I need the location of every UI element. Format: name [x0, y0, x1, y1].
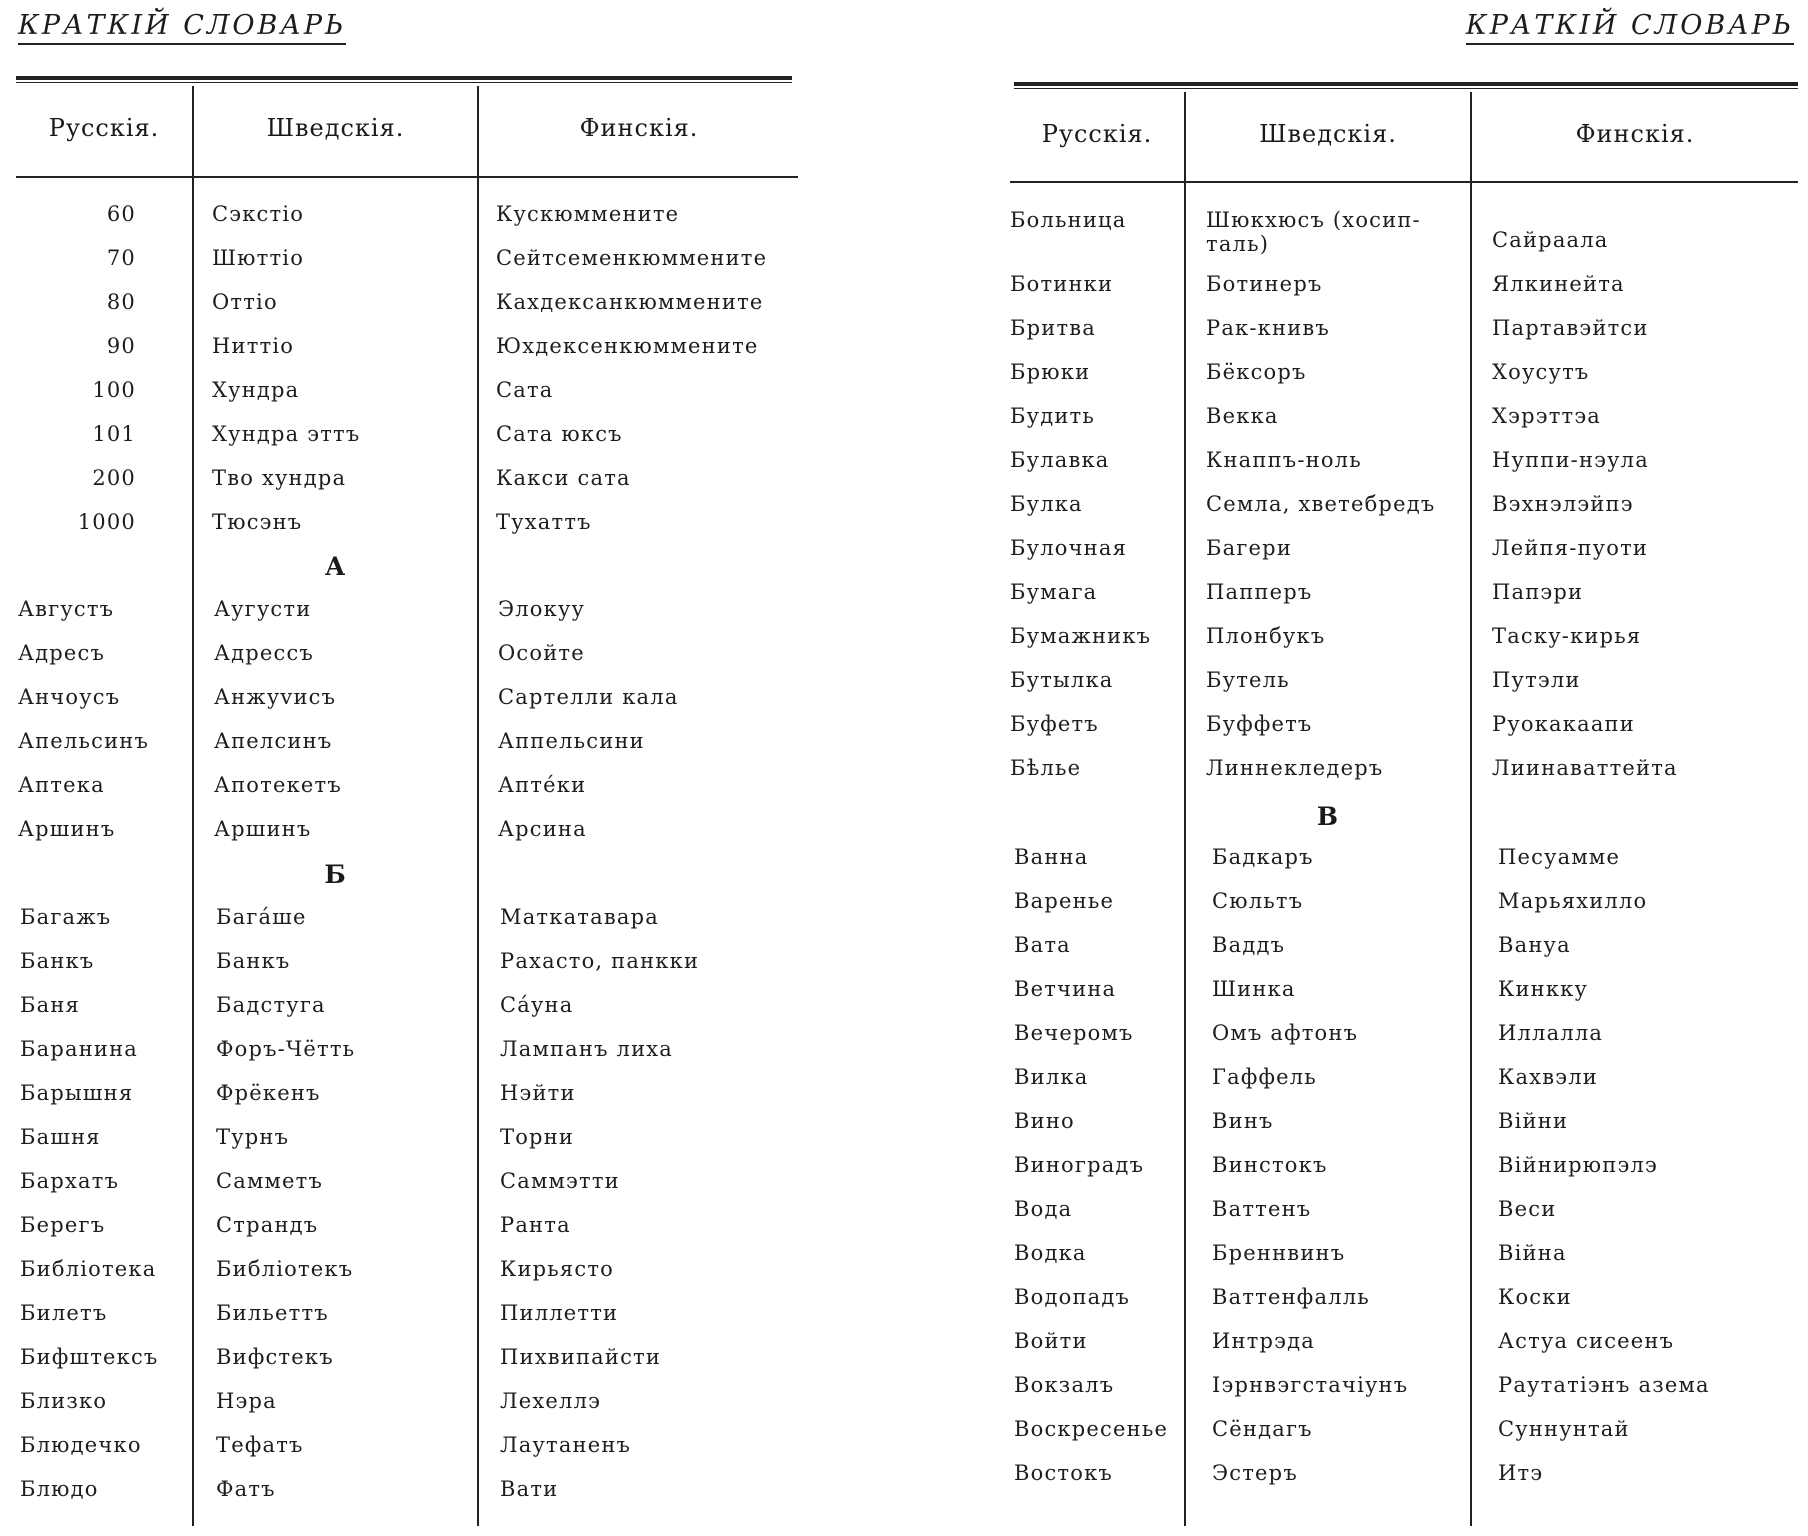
swedish-cell: Сюльтъ: [1212, 889, 1304, 913]
finnish-cell: Руокакаапи: [1492, 712, 1635, 736]
finnish-cell: Кахдексанкюммените: [496, 290, 764, 314]
table-row: [0, 1257, 800, 1301]
col-header-russian: Русскія.: [1041, 120, 1153, 148]
swedish-cell: Буффетъ: [1206, 712, 1313, 736]
finnish-cell: Сáуна: [500, 993, 574, 1017]
table-row: [1000, 1373, 1808, 1417]
swedish-cell: Хундра эттъ: [212, 422, 361, 446]
swedish-cell: Бадстуга: [216, 993, 326, 1017]
russian-cell: Булочная: [1010, 536, 1128, 560]
russian-cell: Апельсинъ: [18, 729, 150, 753]
finnish-cell: Саммэтти: [500, 1169, 620, 1193]
russian-cell: Берегъ: [20, 1213, 106, 1237]
russian-cell: Аптека: [18, 773, 105, 797]
russian-cell: Больница: [1010, 208, 1127, 232]
swedish-cell: Фрёкенъ: [216, 1081, 321, 1105]
swedish-cell: Аршинъ: [214, 817, 312, 841]
swedish-cell: Омъ афтонъ: [1212, 1021, 1359, 1045]
russian-cell: Близко: [20, 1389, 108, 1413]
finnish-cell: Війна: [1498, 1241, 1567, 1265]
swedish-cell: Анжуvисъ: [214, 685, 337, 709]
table-row: [1000, 933, 1808, 977]
table-row: [0, 1345, 800, 1389]
finnish-cell: Ранта: [500, 1213, 571, 1237]
col-header-finnish: Финскія.: [1575, 120, 1695, 148]
swedish-cell: Сэкстіо: [212, 202, 305, 226]
swedish-cell: Ваттенфалль: [1212, 1285, 1370, 1309]
finnish-cell: Сата: [496, 378, 554, 402]
finnish-cell: Иллалла: [1498, 1021, 1604, 1045]
finnish-cell: Лампанъ лиха: [500, 1037, 674, 1061]
table-row: [1000, 316, 1808, 360]
russian-cell: 90: [106, 334, 136, 358]
swedish-cell: Шинка: [1212, 977, 1296, 1001]
swedish-cell: Апелсинъ: [214, 729, 333, 753]
finnish-cell: Осойте: [498, 641, 585, 665]
swedish-cell: Интрэда: [1212, 1329, 1315, 1353]
russian-cell: Ванна: [1014, 845, 1089, 869]
swedish-cell: Оттіо: [212, 290, 278, 314]
finnish-cell: Пиллетти: [500, 1301, 619, 1325]
table-row: [0, 993, 800, 1037]
finnish-cell: Сата юксъ: [496, 422, 623, 446]
russian-cell: 100: [92, 378, 136, 402]
russian-cell: Бритва: [1010, 316, 1097, 340]
section-letter-b: Б: [324, 860, 347, 889]
swedish-cell: Багáше: [216, 905, 307, 929]
swedish-cell: Банкъ: [216, 949, 291, 973]
header-rule-bottom: [1010, 181, 1798, 183]
swedish-cell: Ботинеръ: [1206, 272, 1323, 296]
russian-cell: Востокъ: [1014, 1461, 1113, 1485]
finnish-cell: Коски: [1498, 1285, 1572, 1309]
swedish-cell: Апотекетъ: [214, 773, 342, 797]
swedish-cell: Турнъ: [216, 1125, 290, 1149]
table-row: [0, 905, 800, 949]
finnish-cell: Сартелли кала: [498, 685, 679, 709]
finnish-cell: Нэйти: [500, 1081, 576, 1105]
header-rule-top: [16, 76, 792, 80]
table-row: [1000, 536, 1808, 580]
table-row: [0, 685, 800, 729]
table-row: [1000, 360, 1808, 404]
table-row: [0, 729, 800, 773]
finnish-cell: Ялкинейта: [1492, 272, 1625, 296]
finnish-cell: Папэри: [1492, 580, 1584, 604]
col-header-swedish: Шведскія.: [266, 114, 405, 142]
table-row: [0, 1213, 800, 1257]
russian-cell: Аршинъ: [18, 817, 116, 841]
russian-cell: 101: [92, 422, 136, 446]
finnish-cell: Вэхнэлэйпэ: [1492, 492, 1634, 516]
header-rule-bottom: [16, 176, 798, 178]
swedish-cell: Самметъ: [216, 1169, 324, 1193]
finnish-cell: Юхдексенкюммените: [496, 334, 759, 358]
table-row: [1000, 756, 1808, 800]
finnish-cell: Кирьясто: [500, 1257, 614, 1281]
swedish-cell: Винъ: [1212, 1109, 1274, 1133]
left-page: [0, 0, 800, 1536]
table-row: [0, 422, 800, 466]
finnish-cell: Кинкку: [1498, 977, 1589, 1001]
russian-cell: Адресъ: [18, 641, 106, 665]
col-header-finnish: Финскія.: [579, 114, 699, 142]
finnish-cell: Партавэйтси: [1492, 316, 1649, 340]
swedish-cell: Іэрнвэгстачіунъ: [1212, 1373, 1409, 1397]
table-row: [0, 641, 800, 685]
table-row: [1000, 580, 1808, 624]
russian-cell: Баранина: [20, 1037, 139, 1061]
table-row: [0, 1433, 800, 1477]
finnish-cell: Лаутаненъ: [500, 1433, 632, 1457]
swedish-cell: Фатъ: [216, 1477, 276, 1501]
finnish-cell: Кускюммените: [496, 202, 680, 226]
russian-cell: Будить: [1010, 404, 1095, 428]
table-row: [1000, 668, 1808, 712]
finnish-cell: Сайраала: [1492, 228, 1609, 252]
swedish-cell: Ваддъ: [1212, 933, 1286, 957]
swedish-cell: Бильеттъ: [216, 1301, 329, 1325]
russian-cell: Барышня: [20, 1081, 134, 1105]
russian-cell: Билетъ: [20, 1301, 108, 1325]
finnish-cell: Лейпя-пуоти: [1492, 536, 1649, 560]
russian-cell: Вокзалъ: [1014, 1373, 1115, 1397]
swedish-cell: Аугусти: [214, 597, 312, 621]
swedish-cell: Шюттіо: [212, 246, 305, 270]
table-row: [0, 1301, 800, 1345]
swedish-cell: Рак-книвъ: [1206, 316, 1330, 340]
russian-cell: Варенье: [1014, 889, 1115, 913]
table-row: [1000, 1153, 1808, 1197]
russian-cell: Вата: [1014, 933, 1071, 957]
russian-cell: Брюки: [1010, 360, 1091, 384]
russian-cell: Августъ: [18, 597, 115, 621]
russian-cell: Баня: [20, 993, 80, 1017]
finnish-cell: Итэ: [1498, 1461, 1544, 1485]
table-row: [1000, 272, 1808, 316]
swedish-cell: Эстеръ: [1212, 1461, 1298, 1485]
table-row: [0, 290, 800, 334]
swedish-cell: Вифстекъ: [216, 1345, 334, 1369]
russian-cell: Воскресенье: [1014, 1417, 1169, 1441]
swedish-cell: Шюкхюсъ (хосип-таль): [1206, 208, 1421, 256]
table-row: [0, 202, 800, 246]
table-row: [0, 597, 800, 641]
swedish-cell: Кнаппъ-ноль: [1206, 448, 1362, 472]
swedish-cell: Бутель: [1206, 668, 1290, 692]
section-letter-v: В: [1316, 802, 1340, 831]
swedish-cell: Страндъ: [216, 1213, 319, 1237]
russian-cell: Бумажникъ: [1010, 624, 1152, 648]
swedish-cell: Папперъ: [1206, 580, 1313, 604]
russian-cell: Буфетъ: [1010, 712, 1099, 736]
russian-cell: 80: [106, 290, 136, 314]
swedish-cell: Ниттіо: [212, 334, 295, 358]
russian-cell: Бархатъ: [20, 1169, 120, 1193]
finnish-cell: Аппельсини: [498, 729, 645, 753]
finnish-cell: Раутатіэнъ азема: [1498, 1373, 1710, 1397]
finnish-cell: Элокуу: [498, 597, 586, 621]
russian-cell: 1000: [77, 510, 136, 534]
swedish-cell: Векка: [1206, 404, 1279, 428]
section-letter-a: А: [324, 552, 347, 581]
swedish-cell: Бреннвинъ: [1212, 1241, 1346, 1265]
table-row: [1000, 712, 1808, 756]
finnish-cell: Лиинаваттейта: [1492, 756, 1678, 780]
russian-cell: Бѣлье: [1010, 756, 1082, 780]
table-row: [1000, 208, 1808, 256]
finnish-cell: Пихвипайсти: [500, 1345, 662, 1369]
running-head: КРАТКІЙ СЛОВАРЬ: [18, 10, 346, 45]
finnish-cell: Арсина: [498, 817, 587, 841]
russian-cell: Вино: [1014, 1109, 1075, 1133]
swedish-cell: Тюсэнъ: [212, 510, 303, 534]
table-row: [1000, 1109, 1808, 1153]
russian-cell: Библіотека: [20, 1257, 157, 1281]
table-row: [1000, 1417, 1808, 1461]
russian-cell: 70: [106, 246, 136, 270]
table-row: [0, 1477, 800, 1521]
col-header-swedish: Шведскія.: [1259, 120, 1397, 148]
finnish-cell: Вануа: [1498, 933, 1571, 957]
swedish-cell: Нэра: [216, 1389, 277, 1413]
table-row: [1000, 404, 1808, 448]
russian-cell: Башня: [20, 1125, 101, 1149]
swedish-cell: Винстокъ: [1212, 1153, 1328, 1177]
finnish-cell: Кахвэли: [1498, 1065, 1598, 1089]
swedish-cell: Ваттенъ: [1212, 1197, 1312, 1221]
swedish-cell: Плонбукъ: [1206, 624, 1326, 648]
table-row: [0, 1389, 800, 1433]
finnish-cell: Какси сата: [496, 466, 631, 490]
finnish-cell: Нуппи-нэула: [1492, 448, 1649, 472]
russian-cell: 200: [92, 466, 136, 490]
finnish-cell: Війнирюпэлэ: [1498, 1153, 1658, 1177]
swedish-cell: Форъ-Чётть: [216, 1037, 356, 1061]
running-head: КРАТКІЙ СЛОВАРЬ: [1466, 10, 1794, 45]
russian-cell: Блюдечко: [20, 1433, 142, 1457]
finnish-cell: Марьяхилло: [1498, 889, 1648, 913]
table-row: [1000, 492, 1808, 536]
table-row: [1000, 1285, 1808, 1329]
table-row: [1000, 624, 1808, 668]
swedish-cell: Бёксоръ: [1206, 360, 1307, 384]
table-row: [0, 1169, 800, 1213]
table-row: [1000, 889, 1808, 933]
russian-cell: Банкъ: [20, 949, 95, 973]
table-row: [0, 1125, 800, 1169]
russian-cell: Блюдо: [20, 1477, 99, 1501]
swedish-cell: Бадкаръ: [1212, 845, 1314, 869]
swedish-cell: Сёндагъ: [1212, 1417, 1313, 1441]
russian-cell: Водка: [1014, 1241, 1087, 1265]
table-row: [1000, 1241, 1808, 1285]
swedish-cell: Семла, хветебредъ: [1206, 492, 1436, 516]
finnish-cell: Торни: [500, 1125, 575, 1149]
russian-cell: Виноградъ: [1014, 1153, 1145, 1177]
finnish-cell: Хоусутъ: [1492, 360, 1590, 384]
russian-cell: Багажъ: [20, 905, 112, 929]
table-row: [0, 1081, 800, 1125]
swedish-cell: Хундра: [212, 378, 300, 402]
finnish-cell: Песуамме: [1498, 845, 1621, 869]
swedish-cell: Тво хундра: [212, 466, 347, 490]
russian-cell: Анчоусъ: [18, 685, 121, 709]
finnish-cell: Тухаттъ: [496, 510, 592, 534]
finnish-cell: Веси: [1498, 1197, 1557, 1221]
russian-cell: Бумага: [1010, 580, 1098, 604]
russian-cell: Водопадъ: [1014, 1285, 1131, 1309]
table-row: [0, 466, 800, 510]
swedish-cell: Багери: [1206, 536, 1293, 560]
header-rule-top: [1014, 82, 1798, 86]
finnish-cell: Путэли: [1492, 668, 1581, 692]
finnish-cell: Війни: [1498, 1109, 1569, 1133]
right-page: [1000, 0, 1808, 1536]
table-row: [1000, 845, 1808, 889]
table-row: [1000, 1021, 1808, 1065]
swedish-cell: Тефатъ: [216, 1433, 304, 1457]
col-header-russian: Русскія.: [48, 114, 160, 142]
table-row: [0, 1037, 800, 1081]
finnish-cell: Хэрэттэа: [1492, 404, 1602, 428]
russian-cell: Вилка: [1014, 1065, 1089, 1089]
finnish-cell: Вати: [500, 1477, 559, 1501]
table-row: [1000, 448, 1808, 492]
russian-cell: Булавка: [1010, 448, 1110, 472]
russian-cell: Войти: [1014, 1329, 1088, 1353]
table-row: [1000, 1461, 1808, 1505]
table-row: [0, 246, 800, 290]
table-row: [0, 949, 800, 993]
finnish-cell: Лехеллэ: [500, 1389, 602, 1413]
table-row: [0, 817, 800, 861]
finnish-cell: Аптéки: [498, 773, 587, 797]
russian-cell: Вода: [1014, 1197, 1073, 1221]
swedish-cell: Библіотекъ: [216, 1257, 354, 1281]
russian-cell: Бифштексъ: [20, 1345, 159, 1369]
table-row: [0, 334, 800, 378]
russian-cell: Ботинки: [1010, 272, 1114, 296]
russian-cell: Вечеромъ: [1014, 1021, 1134, 1045]
table-row: [0, 378, 800, 422]
finnish-cell: Таску-кирья: [1492, 624, 1642, 648]
russian-cell: 60: [106, 202, 136, 226]
russian-cell: Ветчина: [1014, 977, 1117, 1001]
table-row: [1000, 1329, 1808, 1373]
swedish-cell: Гаффель: [1212, 1065, 1317, 1089]
finnish-cell: Сейтсеменкюммените: [496, 246, 768, 270]
finnish-cell: Маткатавара: [500, 905, 659, 929]
finnish-cell: Рахасто, панкки: [500, 949, 700, 973]
finnish-cell: Астуа сисеенъ: [1498, 1329, 1675, 1353]
swedish-cell: Адрессъ: [214, 641, 314, 665]
table-row: [0, 510, 800, 554]
swedish-cell: Линнекледеръ: [1206, 756, 1384, 780]
finnish-cell: Суннунтай: [1498, 1417, 1630, 1441]
table-row: [1000, 1197, 1808, 1241]
russian-cell: Бутылка: [1010, 668, 1114, 692]
table-row: [1000, 977, 1808, 1021]
russian-cell: Булка: [1010, 492, 1083, 516]
table-row: [0, 773, 800, 817]
table-row: [1000, 1065, 1808, 1109]
